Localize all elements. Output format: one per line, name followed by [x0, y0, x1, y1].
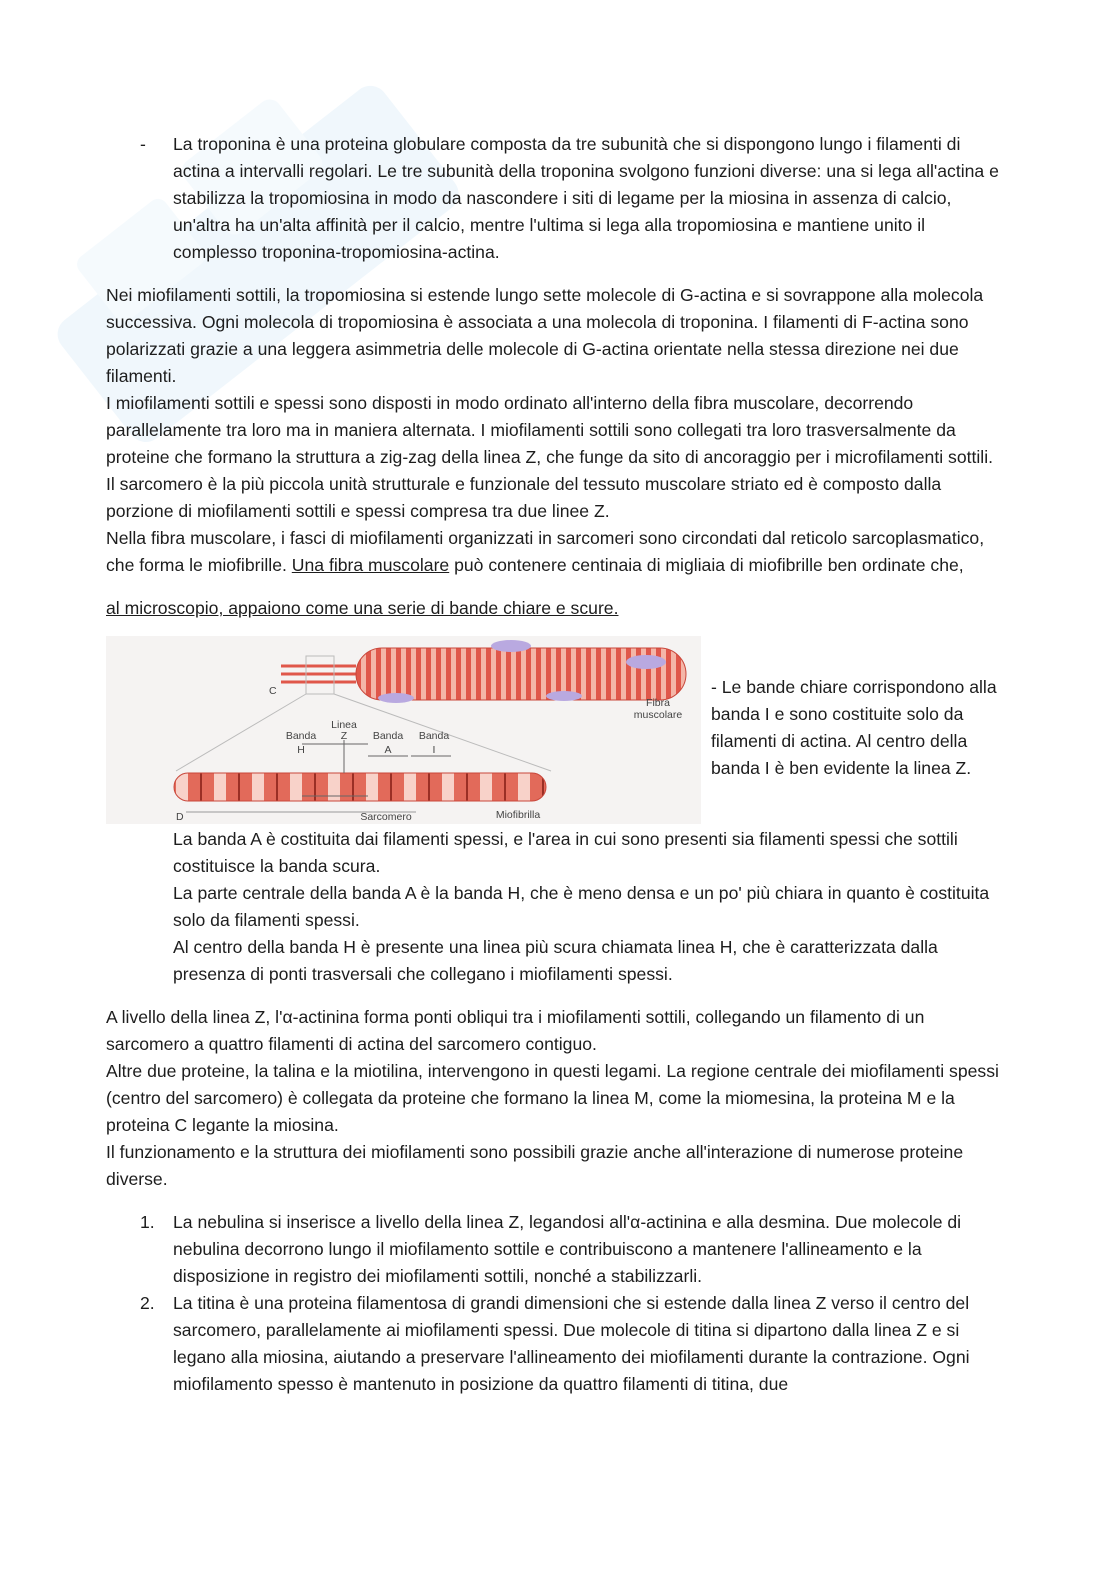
paragraph-microscopio: al microscopio, appaiono come una serie di bande chiare e scure. — [106, 598, 619, 618]
figure-label-banda-a: Banda — [372, 730, 404, 742]
list-marker: 2. — [140, 1293, 155, 1313]
list-marker: 1. — [140, 1212, 155, 1232]
paragraph-linea-h: Al centro della banda H è presente una linea più scura chiamata linea H, che è caratterizzata dalla presenza di ponti trasversali che collegano i miofilamenti spessi. — [173, 937, 938, 984]
paragraph-banda-h: La parte centrale della banda A è la banda H, che è meno densa e un po' più chiara in quanto è costituita solo da filamenti spessi. — [173, 883, 990, 930]
figure-label-linea: Linea — [331, 719, 357, 731]
figure-label-banda-h: Banda — [285, 730, 317, 742]
dash-marker: - — [140, 134, 146, 154]
paragraph-fibra-muscolare: Nella fibra muscolare, i fasci di miofilamenti organizzati in sarcomeri sono circondati dal reticolo sarcoplasmatico, che forma le miofibrille. Una fibra muscolare può contenere centinaia di migliaia di miofibrille ben ordinate che, — [106, 528, 985, 575]
list-item-text: La nebulina si inserisce a livello della linea Z, legandosi all'α-actinina e alla desmina. Due molecole di nebulina decorrono lungo il miofilamento sottile e contribuiscono a mantenere l'allineamento e la disposizione in registro dei miofilamenti sottili, nonché a stabilizzarli. — [173, 1212, 962, 1286]
myofibril-drawing — [174, 740, 546, 812]
troponina-list-item — [106, 131, 1001, 266]
paragraph-sarcomero: Il sarcomero è la più piccola unità strutturale e funzionale del tessuto muscolare striato ed è composto dalla porzione di miofilamenti sottili e spessi compresa tra due linee Z. — [106, 474, 942, 521]
figure-label-linea-z: Z — [340, 730, 348, 742]
paragraph-talina: Altre due proteine, la talina e la miotilina, intervengono in questi legami. La regione centrale dei miofilamenti spessi (centro del sarcomero) è collegata da proteine che formano la linea M, come la miomesina, la proteina M e la proteina C legante la miosina. — [106, 1061, 999, 1135]
underlined-fibra-muscolare: Una fibra muscolare — [291, 555, 450, 575]
figure-label-d: D — [176, 811, 184, 823]
document-page — [106, 131, 1001, 1398]
paragraph-proteine: Il funzionamento e la struttura dei miofilamenti sono possibili grazie anche all'interazione di numerose proteine diverse. — [106, 1142, 964, 1189]
nucleus-2 — [626, 655, 666, 669]
paragraph-miofilamenti: I miofilamenti sottili e spessi sono disposti in modo ordinato all'interno della fibra muscolare, decorrendo parallelamente tra loro ma in maniera alternata. I miofilamenti sottili sono collegati tra loro trasversalmente da proteine che formano la struttura a zig-zag della linea Z, che funge da sito di ancoraggio per i microfilamenti sottili. — [106, 393, 993, 467]
nucleus-3 — [378, 693, 414, 703]
list-item-text: La titina è una proteina filamentosa di grandi dimensioni che si estende dalla linea Z verso il centro del sarcomero, parallelamente ai miofilamenti spessi. Due molecole di titina si dipartono dalla linea Z e si legano alla miosina, aiutando a preservare l'allineamento dei miofilamenti durante la contrazione. Ogni miofilamento spesso è mantenuto in posizione da quattro filamenti di titina, due — [173, 1293, 970, 1394]
figure-label-sarcomero: Sarcomero — [360, 811, 412, 823]
sarcomere-figure — [106, 636, 701, 824]
muscle-fiber-drawing — [176, 640, 686, 771]
figure-label-banda-i: Banda — [418, 730, 450, 742]
paragraph-banda-a: La banda A è costituita dai filamenti spessi, e l'area in cui sono presenti sia filamenti spessi che sottili costituisce la banda scura. — [173, 829, 958, 876]
figure-label-muscolare: muscolare — [633, 709, 683, 721]
list-item-nebulina — [106, 1209, 1001, 1290]
nucleus-4 — [546, 691, 582, 701]
figure-label-banda-h-letter: H — [297, 744, 305, 756]
figure-label-miofibrilla: Miofibrilla — [495, 809, 541, 821]
indented-block — [106, 826, 1001, 988]
side-text-bande-chiare: - Le bande chiare corrispondono alla banda I e sono costituite solo da filamenti di actina. Al centro della banda I è ben evidente la linea Z. — [711, 677, 997, 778]
paragraph-alfa-actinina: A livello della linea Z, l'α-actinina forma ponti obliqui tra i miofilamenti sottili, collegando un filamento di un sarcomero a quattro filamenti di actina del sarcomero contiguo. — [106, 1007, 925, 1054]
figure-label-banda-a-letter: A — [384, 744, 392, 756]
figure-label-fibra: Fibra — [646, 697, 670, 709]
list-item-titina — [106, 1290, 1001, 1398]
paragraph-tropomiosina: Nei miofilamenti sottili, la tropomiosina si estende lungo sette molecole di G-actina e si sovrappone alla molecola successiva. Ogni molecola di tropomiosina è associata a una molecola di troponina. I filamenti di F-actina sono polarizzati grazie a una leggera asimmetria delle molecole di G-actina orientate nella stessa direzione nei due filamenti. — [106, 285, 984, 386]
figure-label-banda-i-letter: I — [432, 744, 436, 756]
nucleus-1 — [491, 640, 531, 652]
troponina-text: La troponina è una proteina globulare composta da tre subunità che si dispongono lungo i filamenti di actina a intervalli regolari. Le tre subunità della troponina svolgono funzioni diverse: una si lega all'actina e stabilizza la tropomiosina in modo da nascondere i siti di legame per la miosina in assenza di calcio, un'altra ha un'alta affinità per il calcio, mentre l'ultima si lega alla tropomiosina e mantiene unito il complesso troponina-tropomiosina-actina. — [173, 134, 999, 262]
figure-row — [106, 636, 1001, 826]
figure-label-c: C — [269, 685, 277, 697]
